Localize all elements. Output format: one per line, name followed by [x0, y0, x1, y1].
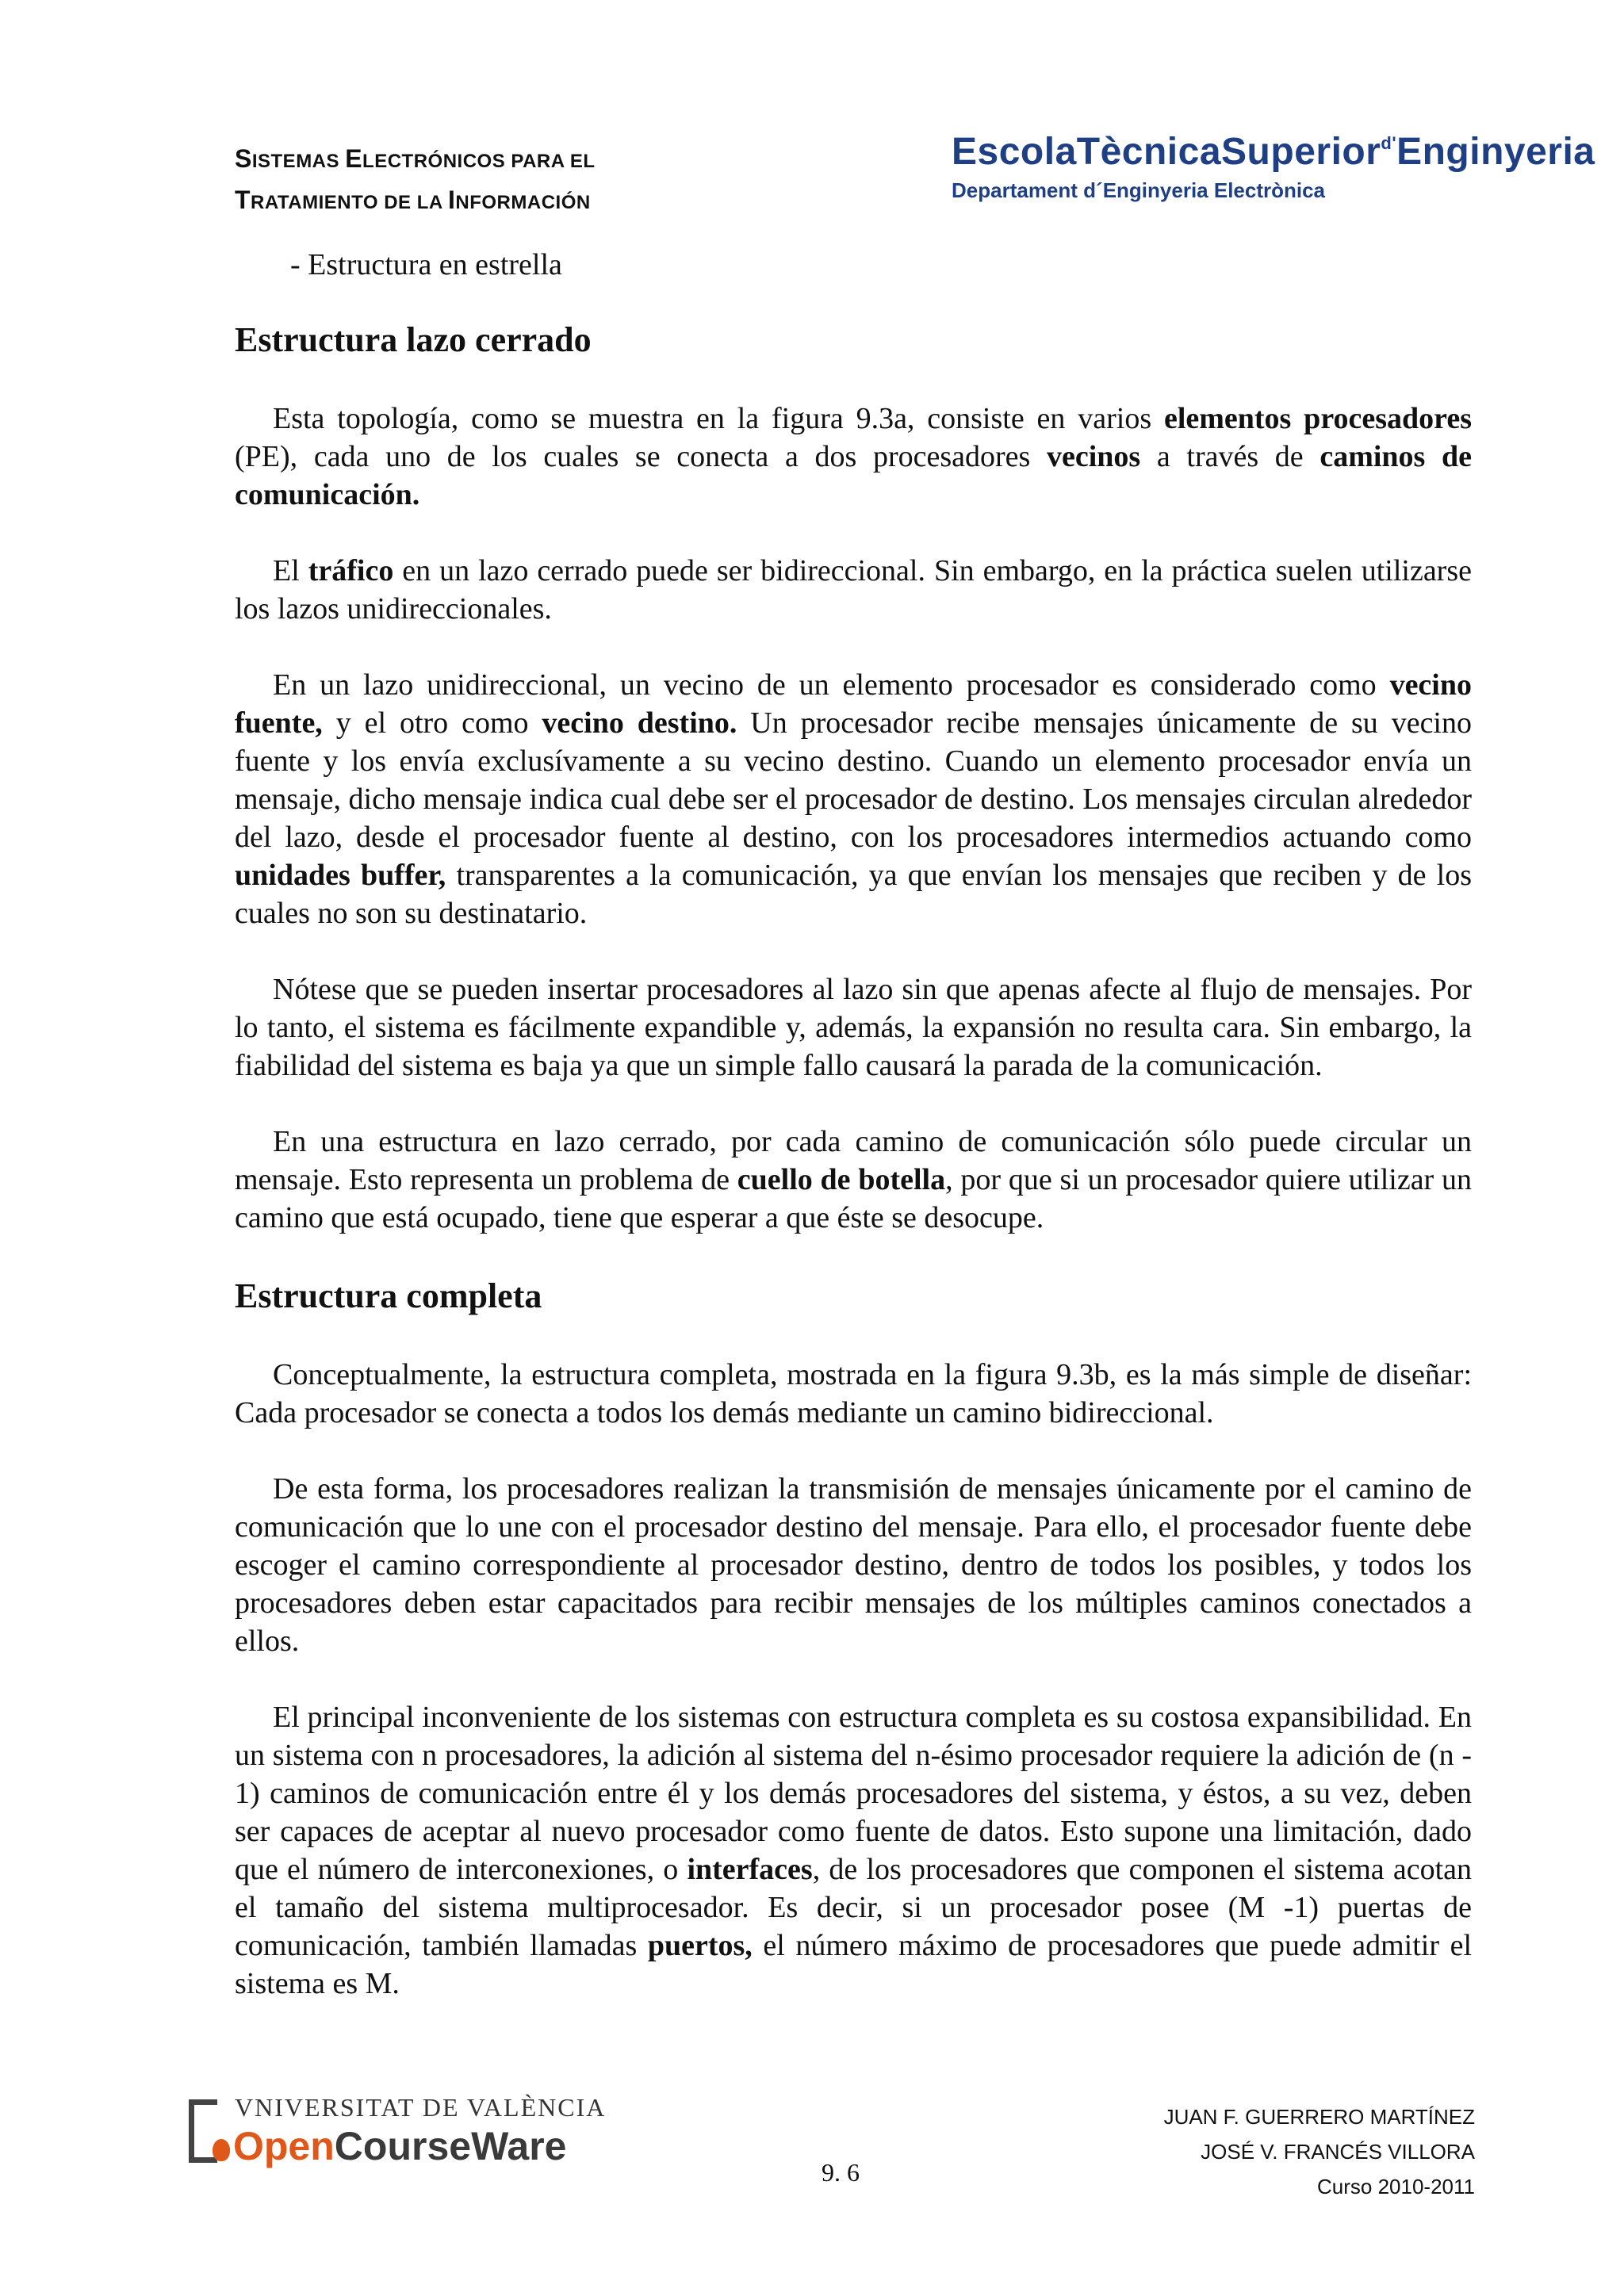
- paragraph: [235, 666, 1472, 932]
- bold-term: puertos,: [647, 1929, 753, 1962]
- course-year: Curso 2010-2011: [1317, 2175, 1475, 2198]
- text-run: De esta forma, los procesadores realizan la transmisión de mensajes únicamente por el camino de comunicación que lo une con el procesador destino del mensaje. Para ello, el procesador fuente debe escoger el camino correspondiente al procesador destino, dentro de todos los posibles, y todos los procesadores deben estar capacitados para recibir mensajes de los múltiples caminos conectados a ellos.: [235, 1472, 1472, 1658]
- title-text: RATAMIENTO DE LA: [251, 192, 448, 213]
- paragraph: [235, 1470, 1472, 1660]
- university-name: VNIVERSITAT DE VALÈNCIA: [235, 2093, 607, 2122]
- text-run: el número máximo de procesadores que puede admitir el sistema es M.: [235, 1929, 1473, 2000]
- school-name-d: d': [1381, 133, 1397, 153]
- section-heading: Estructura completa: [235, 1276, 542, 1315]
- text-run: Un procesador recibe mensajes únicamente de su vecino fuente y los envía exclusívamente a su vecino destino. Cuando un elemento procesador envía un mensaje, dicho mensaje indica cual debe ser el procesador de destino. Los mensajes circulan alrededor del lazo, desde el procesador fuente al destino, con los procesadores intermedios actuando como: [235, 706, 1472, 854]
- bold-term: elementos procesadores: [1163, 402, 1472, 435]
- title-initial: T: [235, 186, 251, 214]
- bold-term: caminos de comunicación.: [235, 440, 1473, 511]
- school-name-superior: Superior: [1221, 131, 1381, 173]
- title-text: ISTEMAS: [251, 151, 346, 172]
- bold-term: vecino fuente,: [235, 668, 1472, 740]
- opencourseware-wordmark: [233, 2123, 566, 2169]
- bold-term: vecino destino.: [542, 706, 737, 740]
- text-run: En un lazo unidireccional, un vecino de un elemento procesador es considerado como: [273, 668, 1390, 702]
- bold-term: interfaces: [687, 1853, 813, 1886]
- title-text: NFORMACIÓN: [455, 192, 591, 213]
- text-run: a través de: [1140, 440, 1320, 473]
- title-initial: S: [235, 144, 252, 173]
- course-title-line-1: [235, 140, 596, 181]
- text-run: y el otro como: [322, 706, 542, 740]
- paragraph: [235, 970, 1472, 1085]
- bold-term: cuello de botella: [737, 1163, 946, 1196]
- school-name-escola: Escola: [952, 131, 1077, 173]
- course-title: [235, 140, 596, 222]
- document-body: [235, 246, 1472, 2041]
- title-text: LECTRÓNICOS PARA EL: [362, 151, 596, 172]
- bold-term: tráfico: [308, 554, 394, 587]
- text-run: Esta topología, como se muestra en la figura 9.3a, consiste en varios: [273, 402, 1164, 435]
- text-run: El principal inconveniente de los sistemas con estructura completa es su costosa expansibilidad. En un sistema con n procesadores, la adición al sistema del n-ésimo procesador requiere la adición de (n - 1) caminos de comunicación entre él y los demás procesadores del sistema, y éstos, a su vez, deben ser capaces de aceptar al nuevo procesador como fuente de datos. Esto supone una limitación, dado que el número de interconexiones, o: [235, 1701, 1472, 1886]
- university-logo: [189, 2093, 607, 2180]
- ocw-courseware: CourseWare: [334, 2124, 567, 2168]
- paragraph: [235, 1698, 1472, 2003]
- department-name: Departament d´Enginyeria Electrònica: [952, 178, 1326, 202]
- title-initial: I: [447, 186, 456, 214]
- text-run: , de los procesadores que componen el sistema acotan el tamaño del sistema multiprocesador. Es decir, si un procesador posee (M -1) puertas de comunicación, también llamadas: [235, 1853, 1472, 1962]
- logo-dot-icon: [213, 2139, 230, 2161]
- text-run: En una estructura en lazo cerrado, por cada camino de comunicación sólo puede circular un mensaje. Esto representa un problema de: [235, 1125, 1472, 1196]
- author-name: JOSÉ V. FRANCÉS VILLORA: [1201, 2140, 1475, 2164]
- paragraph: [235, 1356, 1472, 1432]
- section-heading: Estructura lazo cerrado: [235, 320, 592, 359]
- page-number: 9. 6: [822, 2158, 860, 2187]
- ocw-open: Open: [233, 2124, 335, 2168]
- course-title-line-2: [235, 181, 596, 222]
- school-name: [952, 130, 1595, 174]
- paragraph: [235, 1123, 1472, 1237]
- paragraph: [235, 552, 1472, 628]
- school-name-tecnica: Tècnica: [1076, 131, 1222, 173]
- school-name-enginyeria: Enginyeria: [1396, 131, 1595, 173]
- bold-term: vecinos: [1046, 440, 1141, 473]
- author-name: JUAN F. GUERRERO MARTÍNEZ: [1163, 2105, 1475, 2129]
- footer-authors: [1164, 2099, 1475, 2204]
- list-item: - Estructura en estrella: [290, 248, 562, 281]
- bold-term: unidades buffer,: [235, 859, 446, 892]
- text-run: El: [273, 554, 308, 587]
- text-run: , por que si un procesador quiere utilizar un camino que está ocupado, tiene que esperar a que éste se desocupe.: [235, 1163, 1472, 1234]
- text-run: (PE), cada uno de los cuales se conecta a dos procesadores: [235, 440, 1047, 473]
- school-logo: [952, 130, 1595, 203]
- paragraph: [235, 400, 1472, 514]
- text-run: Conceptualmente, la estructura completa, mostrada en la figura 9.3b, es la más simple de diseñar: Cada procesador se conecta a todos los demás mediante un camino bidireccional.: [235, 1358, 1472, 1429]
- text-run: en un lazo cerrado puede ser bidireccional. Sin embargo, en la práctica suelen utilizarse los lazos unidireccionales.: [235, 554, 1472, 626]
- text-run: Nótese que se pueden insertar procesadores al lazo sin que apenas afecte al flujo de mensajes. Por lo tanto, el sistema es fácilmente expandible y, además, la expansión no resulta cara. Sin embargo, la fiabilidad del sistema es baja ya que un simple fallo causará la parada de la comunicación.: [235, 973, 1472, 1082]
- text-run: transparentes a la comunicación, ya que envían los mensajes que reciben y de los cuales no son su destinatario.: [235, 859, 1472, 930]
- title-initial: E: [345, 144, 363, 173]
